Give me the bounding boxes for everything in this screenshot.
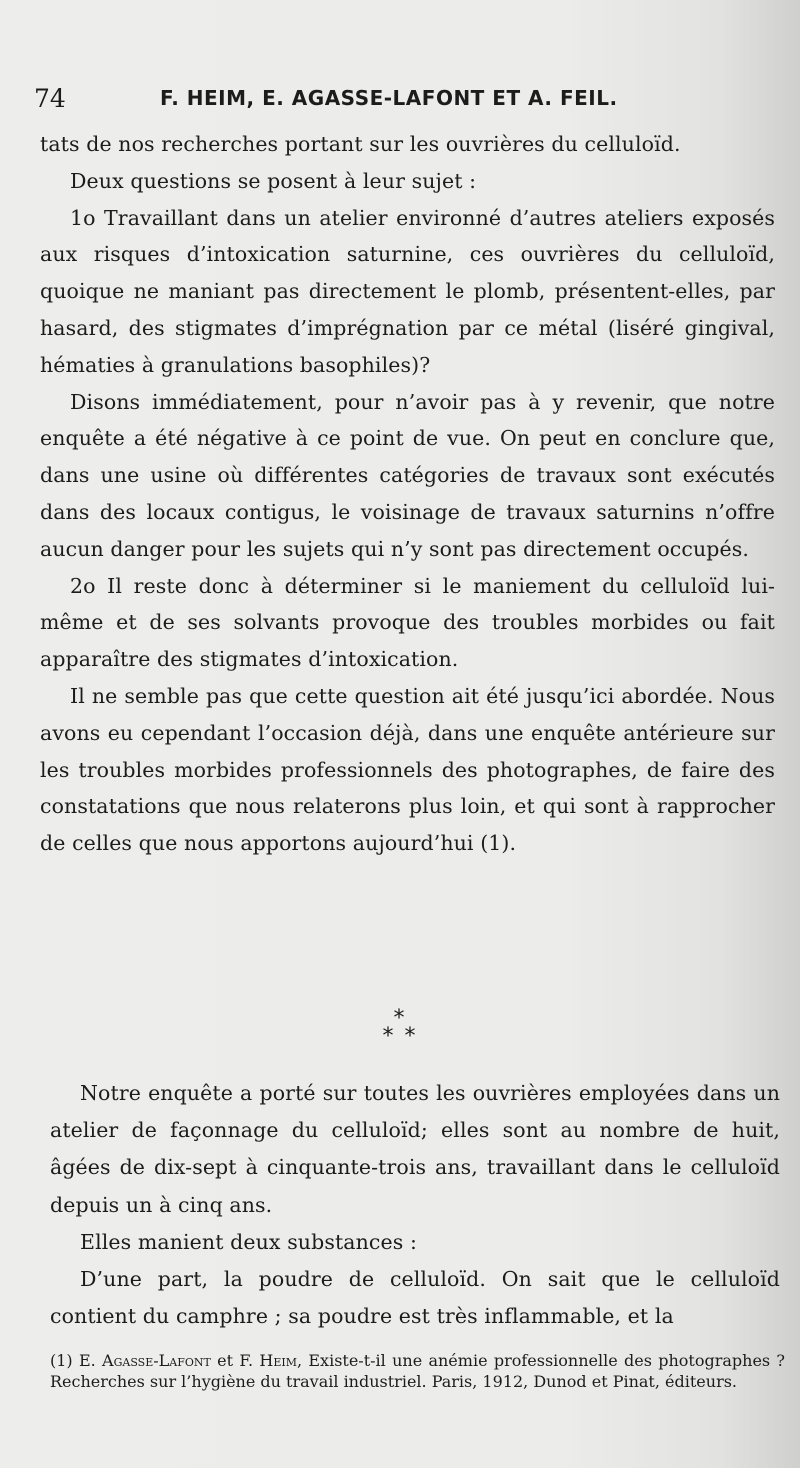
footnote-author-1: E. Agasse-Lafont: [78, 1351, 211, 1370]
section-asterism: [0, 1006, 800, 1049]
main-text-2: [50, 1075, 780, 1335]
paragraph: D’une part, la poudre de celluloïd. On sait que le celluloïd contient du camphre ; sa poudre est très inflammable, et la: [50, 1267, 780, 1329]
footnote-marker: (1): [50, 1351, 73, 1370]
paragraph: 2o Il reste donc à déterminer si le maniement du celluloïd lui-même et de ses solvants provoque des troubles morbides ou fait apparaître des stigmates d’intoxication.: [40, 573, 775, 672]
footnote-conjunction: et: [217, 1351, 234, 1370]
paragraph: Disons immédiatement, pour n’avoir pas à y revenir, que notre enquête a été négative à ce point de vue. On peut en conclure que, dans une usine où différentes catégories de travaux sont exécutés dans des locaux contigus, le voisinage de travaux saturnins n’offre aucun danger pour les sujets qui n’y sont pas directement occupés.: [40, 389, 775, 561]
footnote-text: Existe-t-il une anémie professionnelle des photographes ? Recherches sur l’hygiène du travail industriel. Paris, 1912, Dunod et Pinat, éditeurs.: [50, 1351, 786, 1391]
asterism-top: *: [393, 1006, 407, 1031]
page-header: [34, 84, 794, 118]
main-text: [40, 126, 775, 862]
paragraph: Deux questions se posent à leur sujet :: [70, 168, 477, 193]
footnote-author-2: F. Heim,: [239, 1351, 303, 1370]
running-title: F. HEIM, E. AGASSE-LAFONT ET A. FEIL.: [160, 86, 618, 110]
asterism-bottom: * *: [382, 1024, 418, 1049]
footnote: [50, 1350, 785, 1392]
page-number: 74: [34, 84, 66, 113]
paragraph: Il ne semble pas que cette question ait été jusqu’ici abordée. Nous avons eu cependant l’occasion déjà, dans une enquête antérieure sur les troubles morbides professionnels des photographes, de faire des constatations que nous relaterons plus loin, et qui sont à rapprocher de celles que nous apportons aujourd’hui (1).: [40, 683, 775, 856]
paragraph: Elles manient deux substances :: [80, 1229, 417, 1254]
paragraph: 1o Travaillant dans un atelier environné d’autres ateliers exposés aux risques d’intoxication saturnine, ces ouvrières du celluloïd, quoique ne maniant pas directement le plomb, présentent-elles, par hasard, des stigmates d’imprégnation par ce métal (liséré gingival, hématies à granulations basophiles)?: [40, 205, 775, 377]
paragraph: Notre enquête a porté sur toutes les ouvrières employées dans un atelier de façonnage du celluloïd; elles sont au nombre de huit, âgées de dix-sept à cinquante-trois ans, travaillant dans le celluloïd depuis un à cinq ans.: [50, 1081, 780, 1217]
paragraph: tats de nos recherches portant sur les ouvrières du celluloïd.: [40, 132, 681, 156]
